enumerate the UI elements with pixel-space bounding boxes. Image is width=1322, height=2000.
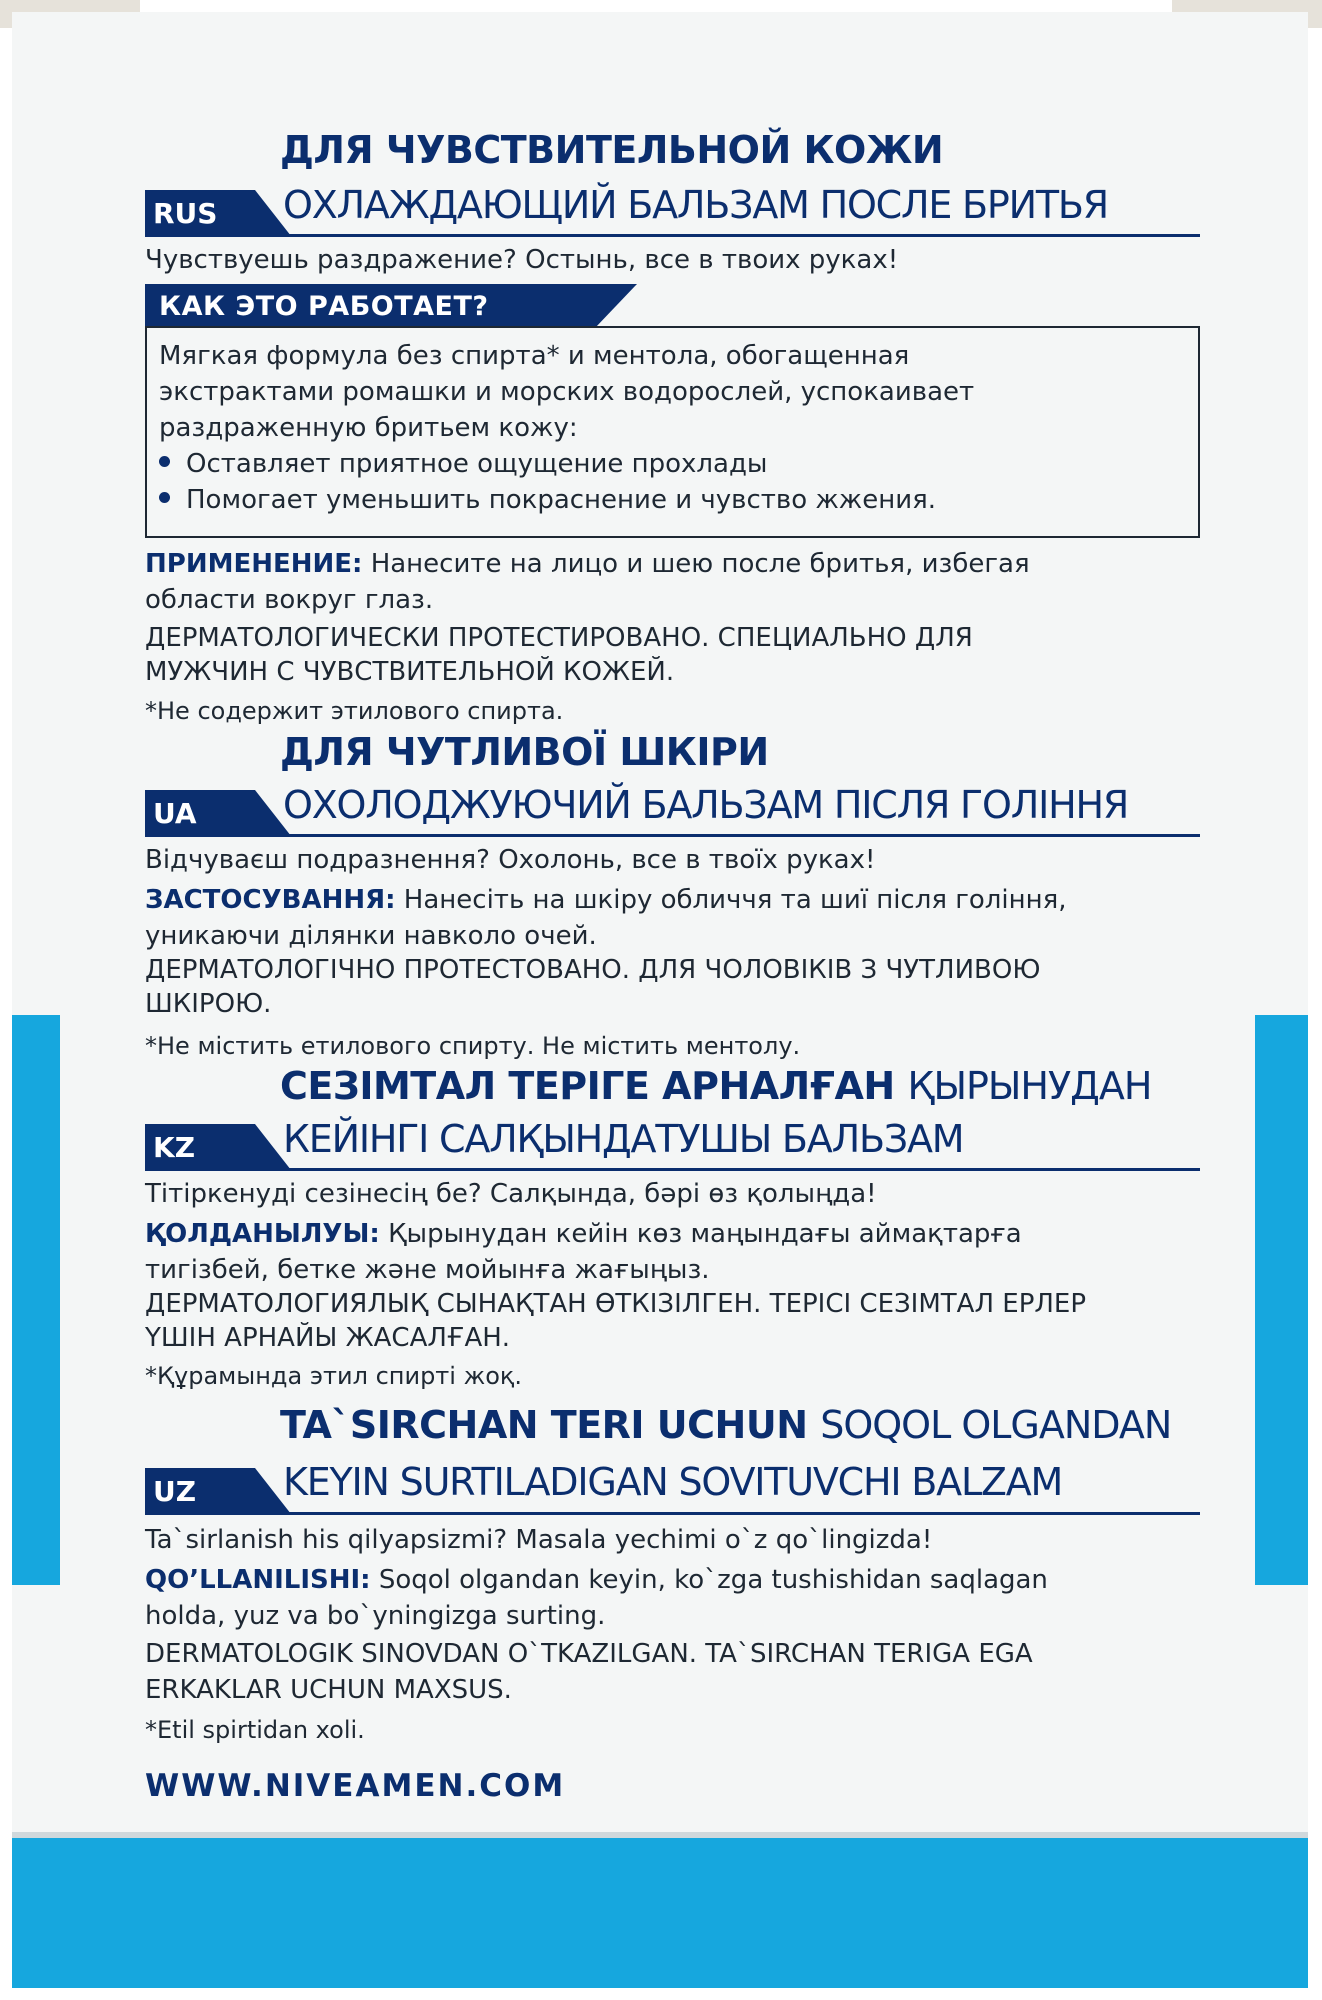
bullet-dot-icon bbox=[159, 456, 170, 467]
ru-language-tag: RUS bbox=[145, 190, 255, 236]
website-url: WWW.NIVEAMEN.COM bbox=[145, 1768, 566, 1804]
ru-bullet-2: Помогает уменьшить покраснение и чувство жжения. bbox=[159, 482, 974, 518]
ua-subtitle: ОХОЛОДЖУЮЧИЙ БАЛЬЗАМ ПІСЛЯ ГОЛІННЯ bbox=[283, 783, 1129, 827]
blue-band-right bbox=[1255, 1015, 1308, 1585]
uz-footnote: *Etil spirtidan xoli. bbox=[145, 1716, 365, 1744]
uz-rule bbox=[145, 1512, 1200, 1515]
kz-rule bbox=[145, 1168, 1200, 1171]
ua-derm-line-1: ДЕРМАТОЛОГІЧНО ПРОТЕСТОВАНО. ДЛЯ ЧОЛОВІКІВ З ЧУТЛИВОЮ bbox=[145, 955, 1041, 985]
ru-tagline: Чувствуешь раздражение? Остынь, все в твоих руках! bbox=[145, 245, 899, 275]
ru-usage-label: ПРИМЕНЕНИЕ: bbox=[145, 549, 363, 579]
uz-tagline: Ta`sirlanish his qilyapsizmi? Masala yechimi o`z qo`lingizda! bbox=[145, 1525, 933, 1555]
ru-how-box bbox=[145, 326, 1200, 538]
ru-how-line-3: раздраженную бритьем кожу: bbox=[159, 413, 578, 443]
ru-rule bbox=[145, 234, 1200, 237]
ru-usage-line-2: области вокруг глаз. bbox=[145, 585, 434, 615]
ua-tagline: Відчуваєш подразнення? Охолонь, все в твоїх руках! bbox=[145, 845, 876, 875]
ru-derm-line-1: ДЕРМАТОЛОГИЧЕСКИ ПРОТЕСТИРОВАНО. СПЕЦИАЛЬНО ДЛЯ bbox=[145, 623, 973, 653]
uz-usage-line-2: holda, yuz va bo`yningizga surting. bbox=[145, 1601, 606, 1631]
ru-how-line-1: Мягкая формула без спирта* и ментола, обогащенная bbox=[159, 341, 910, 371]
uz-subtitle: KEYIN SURTILADIGAN SOVITUVCHI BALZAM bbox=[283, 1460, 1063, 1504]
kz-derm-line-2: ҮШІН АРНАЙЫ ЖАСАЛҒАН. bbox=[145, 1323, 511, 1353]
kz-subtitle: КЕЙІНГІ САЛҚЫНДАТУШЫ БАЛЬЗАМ bbox=[283, 1117, 964, 1161]
kz-heading: СЕЗІМТАЛ ТЕРІГЕ АРНАЛҒАН ҚЫРЫНУДАН bbox=[280, 1064, 1152, 1108]
blue-band-left bbox=[12, 1015, 60, 1585]
uz-usage-label: QO’LLANILISHI: bbox=[145, 1565, 371, 1595]
ua-derm-line-2: ШКІРОЮ. bbox=[145, 989, 272, 1019]
kz-derm-line-1: ДЕРМАТОЛОГИЯЛЫҚ СЫНАҚТАН ӨТКІЗІЛГЕН. ТЕРІСІ СЕЗІМТАЛ ЕРЛЕР bbox=[145, 1289, 1087, 1319]
bullet-dot-icon bbox=[159, 492, 170, 503]
kz-language-tag: KZ bbox=[145, 1124, 255, 1170]
ua-usage: ЗАСТОСУВАННЯ: Нанесіть на шкіру обличчя та шиї після гоління, bbox=[145, 885, 1067, 915]
uz-derm-line-1: DERMATOLOGIK SINOVDAN O`TKAZILGAN. TA`SIRCHAN TERIGA EGA bbox=[145, 1639, 1033, 1669]
uz-derm-line-2: ERKAKLAR UCHUN MAXSUS. bbox=[145, 1675, 512, 1705]
kz-tagline: Тітіркенуді сезінесің бе? Салқында, бәрі өз қолыңда! bbox=[145, 1179, 877, 1209]
ua-usage-line-2: уникаючи ділянки навколо очей. bbox=[145, 921, 597, 951]
ru-subtitle: ОХЛАЖДАЮЩИЙ БАЛЬЗАМ ПОСЛЕ БРИТЬЯ bbox=[283, 183, 1108, 227]
ua-rule bbox=[145, 834, 1200, 837]
ru-bullet-1: Оставляет приятное ощущение прохлады bbox=[159, 446, 974, 482]
uz-usage: QO’LLANILISHI: Soqol olgandan keyin, ko`zga tushishidan saqlagan bbox=[145, 1565, 1048, 1595]
ru-heading: ДЛЯ ЧУВСТВИТЕЛЬНОЙ КОЖИ bbox=[280, 128, 944, 172]
uz-language-tag: UZ bbox=[145, 1468, 255, 1514]
blue-band-bottom bbox=[12, 1832, 1308, 1988]
ru-how-line-2: экстрактами ромашки и морских водорослей, успокаивает bbox=[159, 377, 975, 407]
ua-footnote: *Не містить етилового спирту. Не містить ментолу. bbox=[145, 1032, 801, 1060]
ru-usage: ПРИМЕНЕНИЕ: Нанесите на лицо и шею после бритья, избегая bbox=[145, 549, 1030, 579]
ru-how-label: КАК ЭТО РАБОТАЕТ? bbox=[145, 284, 595, 328]
ua-heading: ДЛЯ ЧУТЛИВОЇ ШКІРИ bbox=[280, 730, 769, 774]
kz-usage: ҚОЛДАНЫЛУЫ: Қырынудан кейін көз маңындағы аймақтарға bbox=[145, 1219, 1022, 1249]
uz-heading: TA`SIRCHAN TERI UCHUN SOQOL OLGANDAN bbox=[280, 1403, 1172, 1447]
ru-derm-line-2: МУЖЧИН С ЧУВСТВИТЕЛЬНОЙ КОЖЕЙ. bbox=[145, 657, 675, 687]
kz-footnote: *Құрамында этил спирті жоқ. bbox=[145, 1362, 523, 1390]
ua-language-tag: UA bbox=[145, 790, 255, 836]
kz-usage-line-2: тигізбей, бетке және мойынға жағыңыз. bbox=[145, 1255, 710, 1285]
ru-footnote: *Не содержит этилового спирта. bbox=[145, 697, 564, 725]
ua-usage-label: ЗАСТОСУВАННЯ: bbox=[145, 885, 396, 915]
kz-usage-label: ҚОЛДАНЫЛУЫ: bbox=[145, 1219, 380, 1249]
